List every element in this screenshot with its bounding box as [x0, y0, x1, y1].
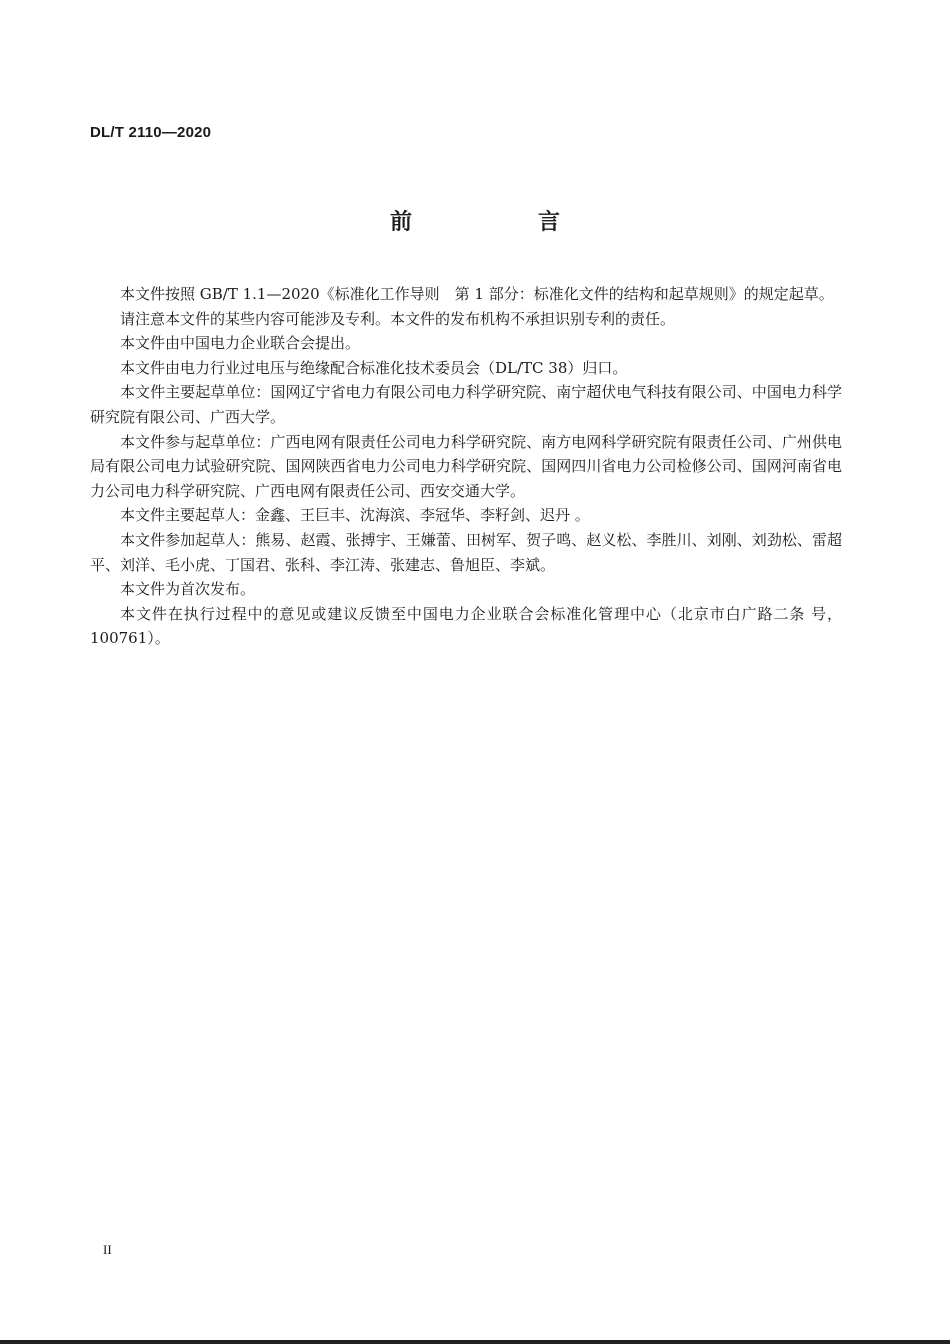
paragraph: 本文件主要起草人：金鑫、王巨丰、沈海滨、李冠华、李籽剑、迟丹 。: [120, 506, 590, 525]
paragraph: 本文件按照 GB/T 1.1—2020《标准化工作导则 第 1 部分：标准化文件的结构和起草规则》的规定起草。: [120, 285, 834, 303]
paragraph: 本文件由电力行业过电压与绝缘配合标准化技术委员会（DL/TC 38）归口。: [120, 358, 628, 377]
paragraph: 本文件为首次发布。: [120, 580, 256, 599]
page-number: II: [103, 1242, 112, 1257]
foreword-body: [90, 282, 842, 651]
paragraph: 请注意本文件的某些内容可能涉及专利。本文件的发布机构不承担识别专利的责任。: [120, 309, 676, 328]
paragraph: 本文件参加起草人：熊易、赵霞、张搏宇、王嫌蕾、田树军、贺子鸣、赵义松、李胜川、刘刚、刘劲松、雷超平、刘洋、毛小虎、丁国君、张科、李江涛、张建志、鲁旭臣、李斌。: [90, 530, 842, 574]
document-code: DL/T 2110—2020: [90, 124, 212, 141]
paragraph: 本文件在执行过程中的意见或建议反馈至中国电力企业联合会标准化管理中心（北京市白广路二条 号，100761）。: [90, 604, 842, 648]
bottom-edge-rule: [0, 1340, 950, 1344]
page-title: 前 言: [389, 210, 612, 235]
paragraph: 本文件主要起草单位：国网辽宁省电力有限公司电力科学研究院、南宁超伏电气科技有限公司、中国电力科学研究院有限公司、广西大学。: [90, 383, 842, 426]
paragraph: 本文件由中国电力企业联合会提出。: [120, 334, 361, 353]
paragraph: 本文件参与起草单位：广西电网有限责任公司电力科学研究院、南方电网科学研究院有限责任公司、广州供电局有限公司电力试验研究院、国网陕西省电力公司电力科学研究院、国网四川省电力公司检修公司、国网河南省电力公司电力科学研究院、广西电网有限责任公司、西安交通大学。: [90, 432, 842, 500]
